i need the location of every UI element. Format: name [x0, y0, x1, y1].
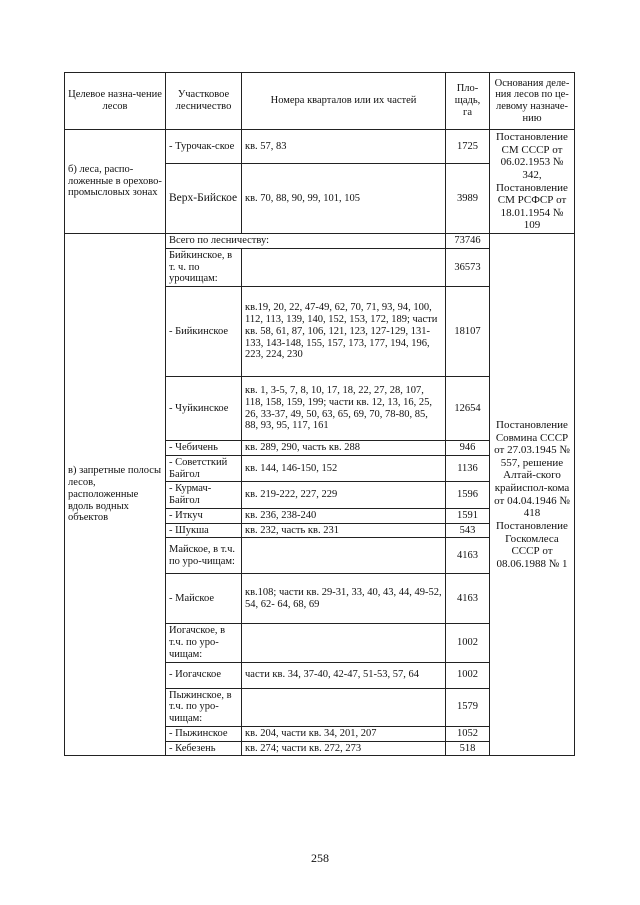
- forestry-cell: - Майское: [166, 574, 242, 624]
- forestry-cell: - Кебезень: [166, 741, 242, 756]
- area-cell: 1596: [446, 482, 490, 509]
- area-cell: 543: [446, 523, 490, 538]
- forestry-cell: - Чебичень: [166, 441, 242, 456]
- quarters-cell: кв. 204, части кв. 34, 201, 207: [242, 726, 446, 741]
- quarters-cell: кв. 236, 238-240: [242, 508, 446, 523]
- area-cell: 36573: [446, 248, 490, 286]
- area-cell: 1136: [446, 455, 490, 482]
- area-cell: 518: [446, 741, 490, 756]
- area-cell: 1052: [446, 726, 490, 741]
- basis-cell: Постановление СМ СССР от 06.02.1953 № 342, Постановление СМ РСФСР от 18.01.1954 № 109: [490, 130, 575, 234]
- quarters-cell: кв.108; части кв. 29-31, 33, 40, 43, 44, 49-52, 54, 62- 64, 68, 69: [242, 574, 446, 624]
- forestry-cell: - Шукша: [166, 523, 242, 538]
- area-cell: 1579: [446, 688, 490, 726]
- basis-cell: Постановление Совмина СССР от 27.03.1945 № 557, решение Алтай-ского крайиспол-кома от 04.04.1946 № 418 Постановление Госкомлеса СССР от 08.06.1988 № 1: [490, 234, 575, 756]
- forestry-cell: - Пыжинское: [166, 726, 242, 741]
- area-cell: 1725: [446, 130, 490, 164]
- forestry-cell: - Чуйкинское: [166, 377, 242, 441]
- quarters-cell: кв. 219-222, 227, 229: [242, 482, 446, 509]
- header-purpose: Целевое назна-чение лесов: [65, 73, 166, 130]
- quarters-cell: кв. 70, 88, 90, 99, 101, 105: [242, 164, 446, 234]
- area-cell: 1002: [446, 662, 490, 688]
- table-row: [65, 130, 575, 164]
- quarters-cell: части кв. 34, 37-40, 42-47, 51-53, 57, 64: [242, 662, 446, 688]
- forestry-cell: - Иогачское: [166, 662, 242, 688]
- forestry-cell: Майское, в т.ч. по уро-чищам:: [166, 538, 242, 574]
- quarters-cell: [242, 248, 446, 286]
- total-area-cell: 73746: [446, 234, 490, 249]
- quarters-cell: [242, 538, 446, 574]
- quarters-cell: кв. 274; части кв. 272, 273: [242, 741, 446, 756]
- forestry-cell: - Бийкинское: [166, 287, 242, 377]
- quarters-cell: [242, 688, 446, 726]
- area-cell: 1002: [446, 624, 490, 662]
- area-cell: 4163: [446, 538, 490, 574]
- total-label-cell: Всего по лесничеству:: [166, 234, 446, 249]
- area-cell: 1591: [446, 508, 490, 523]
- forest-purpose-table: [64, 72, 575, 756]
- quarters-cell: кв. 232, часть кв. 231: [242, 523, 446, 538]
- area-cell: 946: [446, 441, 490, 456]
- purpose-cell: в) запретные полосы лесов, расположенные вдоль водных объектов: [65, 234, 166, 756]
- header-forestry: Участковое лесничество: [166, 73, 242, 130]
- forestry-cell: Верх-Бийское: [166, 164, 242, 234]
- area-cell: 18107: [446, 287, 490, 377]
- forestry-cell: Иогачское, в т.ч. по уро-чищам:: [166, 624, 242, 662]
- table-header-row: [65, 73, 575, 130]
- area-cell: 4163: [446, 574, 490, 624]
- quarters-cell: кв. 57, 83: [242, 130, 446, 164]
- forestry-cell: Пыжинское, в т.ч. по уро-чищам:: [166, 688, 242, 726]
- area-cell: 3989: [446, 164, 490, 234]
- quarters-cell: кв. 144, 146-150, 152: [242, 455, 446, 482]
- table-row-total: [65, 234, 575, 249]
- table-body: [65, 130, 575, 756]
- purpose-cell: б) леса, распо-ложенные в орехово-промысловых зонах: [65, 130, 166, 234]
- area-cell: 12654: [446, 377, 490, 441]
- header-quarters: Номера кварталов или их частей: [242, 73, 446, 130]
- page-number: 258: [311, 851, 329, 865]
- quarters-cell: [242, 624, 446, 662]
- header-basis: Основания деле-ния лесов по це-левому назначе-нию: [490, 73, 575, 130]
- quarters-cell: кв.19, 20, 22, 47-49, 62, 70, 71, 93, 94, 100, 112, 113, 139, 140, 152, 153, 172, 189; части кв. 58, 61, 87, 106, 121, 123, 127-129, 131-133, 143-148, 155, 157, 173, 177, 194, 196, 223, 224, 230: [242, 287, 446, 377]
- forestry-cell: - Иткуч: [166, 508, 242, 523]
- header-area: Пло-щадь, га: [446, 73, 490, 130]
- forestry-cell: - Турочак-ское: [166, 130, 242, 164]
- quarters-cell: кв. 1, 3-5, 7, 8, 10, 17, 18, 22, 27, 28, 107, 118, 158, 159, 199; части кв. 12, 13, 16, 25, 26, 33-37, 49, 50, 63, 65, 69, 70, 78-80, 85, 88, 93, 95, 117, 161: [242, 377, 446, 441]
- forestry-cell: Бийкинское, в т. ч. по урочищам:: [166, 248, 242, 286]
- forestry-cell: - Советсткий Байгол: [166, 455, 242, 482]
- quarters-cell: кв. 289, 290, часть кв. 288: [242, 441, 446, 456]
- forestry-cell: - Курмач-Байгол: [166, 482, 242, 509]
